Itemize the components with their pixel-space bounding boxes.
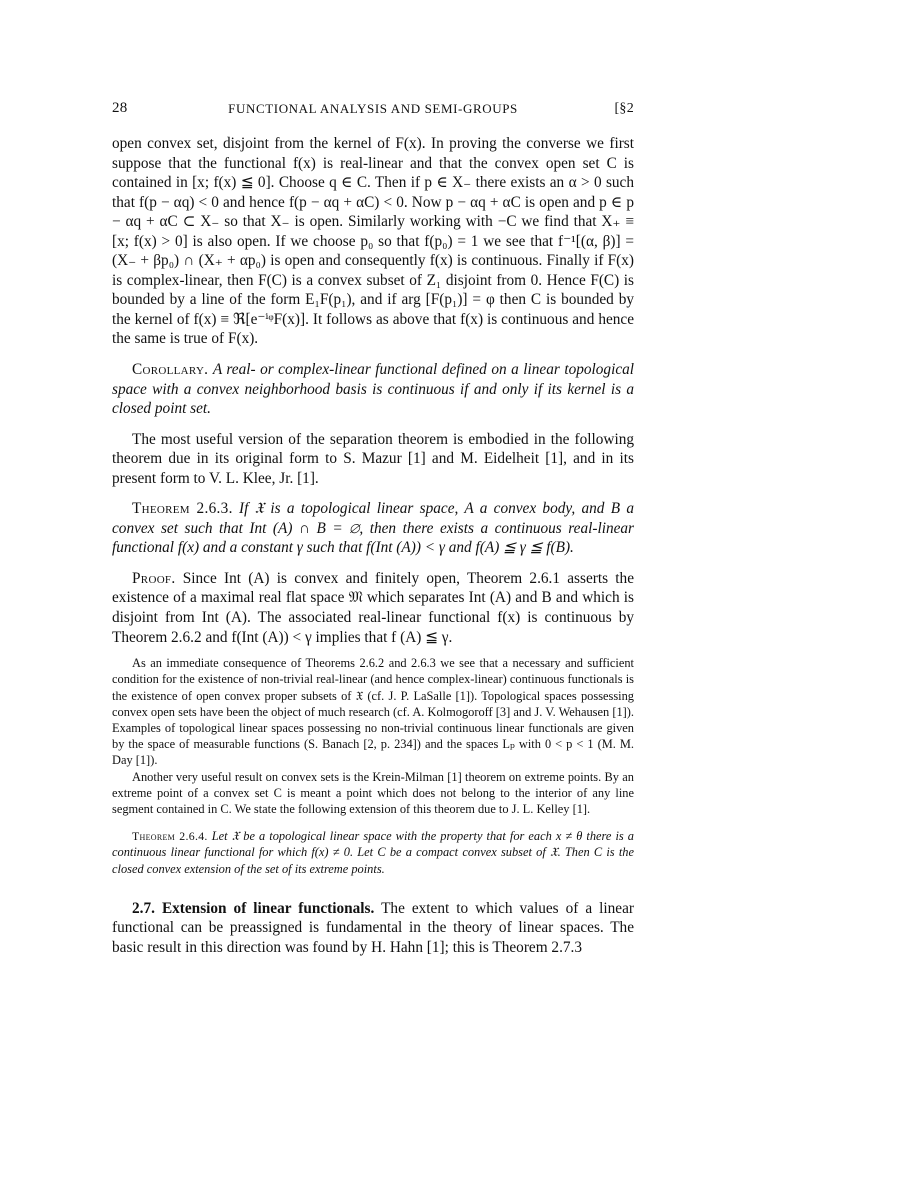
theorem-2-6-4-text: Let 𝔛 be a topological linear space with the property that for each x ≠ θ there is a continuous linear functional for which f(x) ≠ 0. Let C be a compact convex subset of 𝔛. Then C is the closed convex extension of the set of its extreme points. xyxy=(112,829,634,876)
corollary-text: A real- or complex-linear functional defined on a linear topological space with a convex neighborhood basis is continuous if and only if its kernel is a closed point set. xyxy=(112,361,635,418)
theorem-2-6-3-text: If 𝔛 is a topological linear space, A a convex body, and B a convex set such that Int (A) ∩ B = ∅, then there exists a continuous real-linear functional f(x) and a constant γ such that f(Int (A)) < γ and f(A) ≦ γ ≦ f(B). xyxy=(112,500,634,557)
running-header xyxy=(112,100,634,122)
proof xyxy=(112,569,634,647)
corollary xyxy=(112,360,634,419)
section-2-7 xyxy=(112,899,634,958)
corollary-label: Corollary. xyxy=(132,361,209,379)
page-body xyxy=(112,134,634,957)
proof-text: Since Int (A) is convex and finitely open, Theorem 2.6.1 asserts the existence of a maximal real flat space 𝔐 which separates Int (A) and B and which is disjoint from Int (A). The associated real-linear functional f(x) is continuous by Theorem 2.6.2 and f(Int (A)) < γ implies that f (A) ≦ γ. xyxy=(112,569,634,646)
theorem-2-6-3-label: Theorem 2.6.3. xyxy=(132,500,233,518)
paragraph-proof-continuation: open convex set, disjoint from the kernel of F(x). In proving the converse we first suppose that the functional f(x) is real-linear and that the convex open set C is contained in [x; f(x) ≦ 0]. Choose q ∈ C. Then if p ∈ X₋ there exists an α > 0 such that f(p − αq) < 0 and hence f(p − αq + αC) < 0. Now p − αq + αC is open and p ∈ p − αq + αC ⊂ X₋ so that X₋ is open. Similarly working with −C we find that X₊ ≡ [x; f(x) > 0] is also open. If we choose p₀ so that f(p₀) = 1 we see that f⁻¹[(α, β)] = (X₋ + βp₀) ∩ (X₊ + αp₀) is open and consequently f(x) is continuous. Finally if F(x) is complex-linear, then F(C) is a convex subset of Z₁ disjoint from 0. Hence F(C) is bounded by a line of the form E₁F(p₁), and if arg [F(p₁)] = φ then C is bounded by the kernel of f(x) ≡ ℜ[e⁻ⁱᵠF(x)]. It follows as above that f(x) is continuous and hence the same is true of F(x). xyxy=(112,135,634,348)
page-number: 28 xyxy=(112,100,128,116)
paragraph-separation-theorem: The most useful version of the separation theorem is embodied in the following theorem due in its original form to S. Mazur [1] and M. Eidelheit [1], and in its present form to V. L. Klee, Jr. [1]. xyxy=(112,430,634,487)
section-mark: [§2 xyxy=(614,101,634,116)
running-title: FUNCTIONAL ANALYSIS AND SEMI-GROUPS xyxy=(228,101,518,116)
theorem-2-6-4 xyxy=(112,828,634,877)
section-2-7-title: 2.7. Extension of linear functionals. xyxy=(132,899,375,917)
theorem-2-6-4-label: Theorem 2.6.4. xyxy=(132,829,208,844)
theorem-2-6-3 xyxy=(112,499,634,558)
section-2-7-text: The extent to which values of a linear functional can be preassigned is fundamental in the theory of linear spaces. The basic result in this direction was found by H. Hahn [1]; this is Theorem 2.7.3 xyxy=(112,899,634,956)
proof-label: Proof. xyxy=(132,569,176,587)
small-print-remark: As an immediate consequence of Theorems 2.6.2 and 2.6.3 we see that a necessary and sufficient condition for the existence of non-trivial real-linear (and hence complex-linear) continuous functionals is the existence of open convex proper subsets of 𝔛 (cf. J. P. LaSalle [1]). Topological spaces possessing convex open sets have been the object of much research (cf. A. Kolmogoroff [3] and J. V. Wehausen [1]). Examples of topological linear spaces possessing no non-trivial continuous linear functionals are given by the space of measurable functions (S. Banach [2, p. 234]) and the spaces Lₚ with 0 < p < 1 (M. M. Day [1]). xyxy=(112,656,634,768)
small-print-krein-milman: Another very useful result on convex sets is the Krein-Milman [1] theorem on extreme points. By an extreme point of a convex set C is meant a point which does not belong to the interior of any line segment contained in C. We state the following extension of this theorem due to J. L. Kelley [1]. xyxy=(112,769,634,816)
